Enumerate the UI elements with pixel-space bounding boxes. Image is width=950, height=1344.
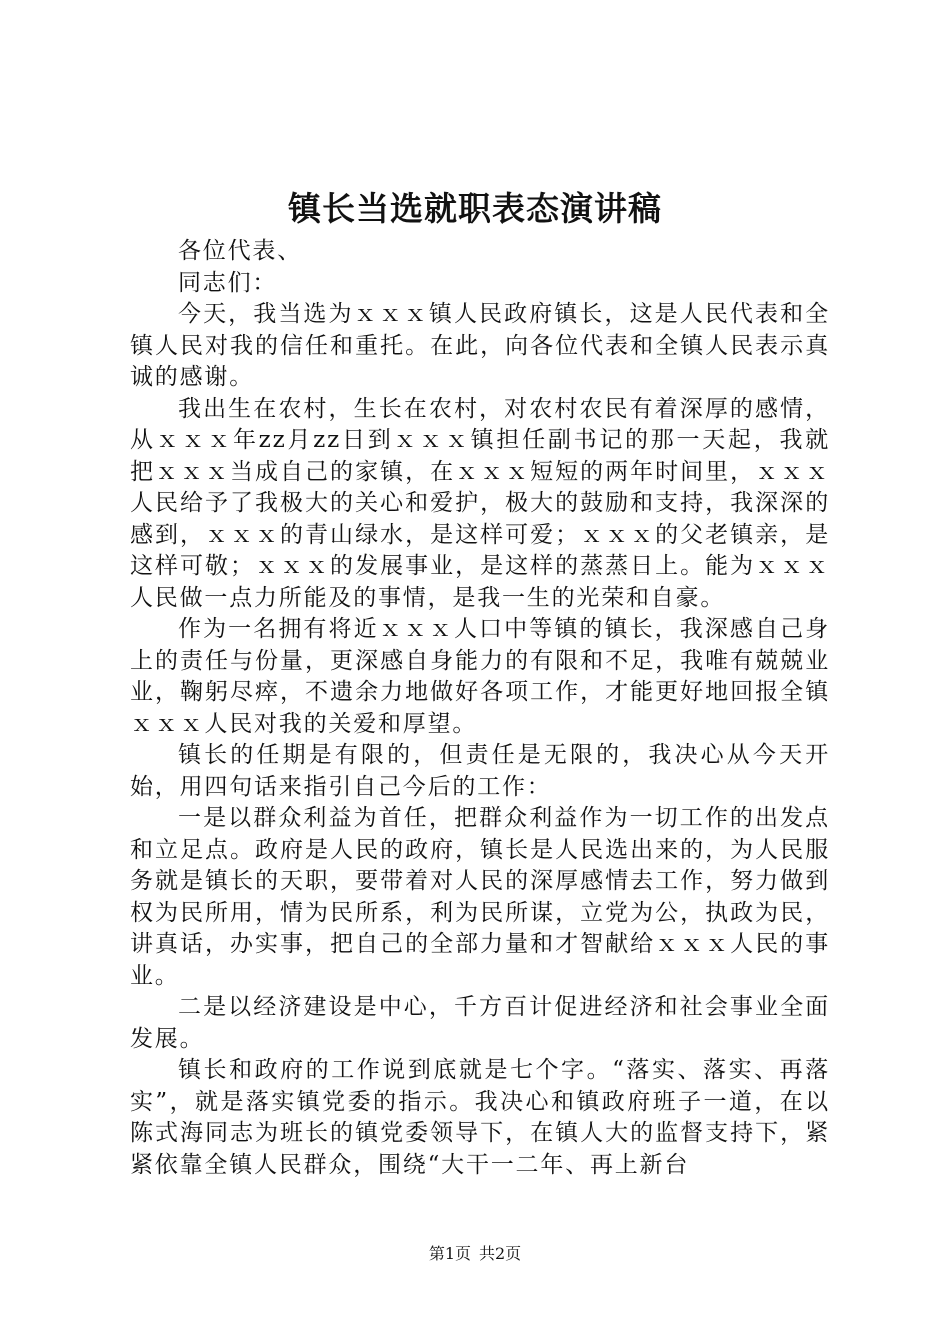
- body-paragraph: 今天，我当选为ｘｘｘ镇人民政府镇长，这是人民代表和全镇人民对我的信任和重托。在此，向各位代表和全镇人民表示真诚的感谢。: [130, 301, 830, 390]
- body-paragraph: 二是以经济建设是中心，千方百计促进经济和社会事业全面发展。: [130, 994, 830, 1052]
- document-body: [130, 236, 830, 1181]
- salutation-line: 同志们：: [178, 269, 278, 296]
- body-paragraph: 镇长的任期是有限的，但责任是无限的，我决心从今天开始，用四句话来指引自己今后的工作：: [130, 742, 830, 800]
- salutation-line: 各位代表、: [178, 238, 302, 264]
- body-paragraph: 一是以群众利益为首任，把群众利益作为一切工作的出发点和立足点。政府是人民的政府，镇长是人民选出来的，为人民服务就是镇长的天职，要带着对人民的深厚感情去工作，努力做到权为民所用，情为民所系，利为民所谋，立党为公，执政为民，讲真话，办实事，把自己的全部力量和才智献给ｘｘｘ人民的事业。: [130, 805, 830, 989]
- body-paragraph: 我出生在农村，生长在农村，对农村农民有着深厚的感情，从ｘｘｘ年zz月zz日到ｘｘｘ镇担任副书记的那一天起，我就把ｘｘｘ当成自己的家镇，在ｘｘｘ短短的两年时间里，ｘｘｘ人民给予了我极大的关心和爱护，极大的鼓励和支持，我深深的感到，ｘｘｘ的青山绿水，是这样可爱；ｘｘｘ的父老镇亲，是这样可敬；ｘｘｘ的发展事业，是这样的蒸蒸日上。能为ｘｘｘ人民做一点力所能及的事情，是我一生的光荣和自豪。: [130, 395, 830, 611]
- body-paragraph: 镇长和政府的工作说到底就是七个字。“落实、落实、再落实”，就是落实镇党委的指示。我决心和镇政府班子一道，在以陈式海同志为班长的镇党委领导下，在镇人大的监督支持下，紧紧依靠全镇人民群众，围绕“大干一二年、再上新台: [130, 1057, 830, 1178]
- page-title: 镇长当选就职表态演讲稿: [288, 189, 662, 228]
- page-total: 共2页: [479, 1244, 522, 1263]
- page-footer: [0, 1244, 950, 1264]
- body-paragraph: 作为一名拥有将近ｘｘｘ人口中等镇的镇长，我深感自己身上的责任与份量，更深感自身能力的有限和不足，我唯有兢兢业业，鞠躬尽瘁，不遗余力地做好各项工作，才能更好地回报全镇ｘｘｘ人民对我的关爱和厚望。: [130, 616, 830, 737]
- page-number: 第1页: [428, 1244, 471, 1263]
